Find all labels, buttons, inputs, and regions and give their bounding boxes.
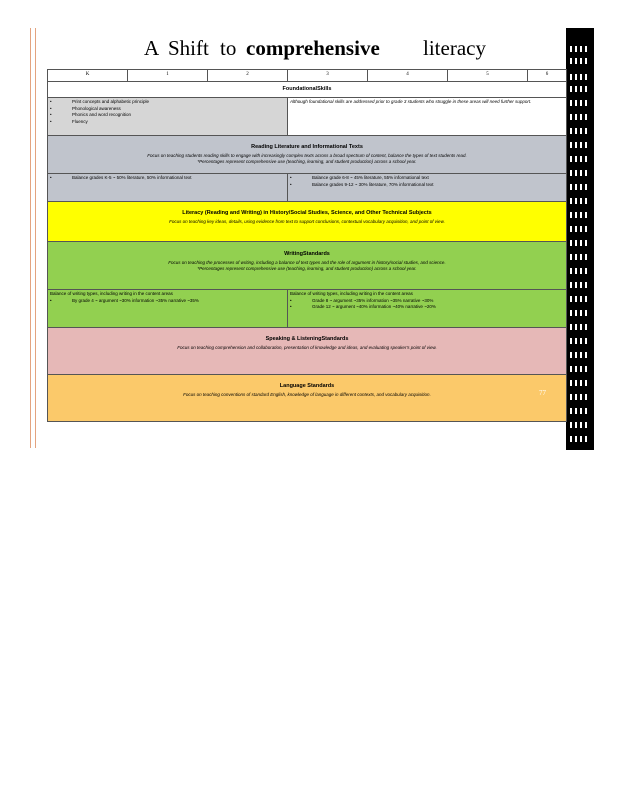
language-description: Focus on teaching conventions of standard English, knowledge of language in different contexts, and vocabulary acquisition. — [183, 392, 431, 397]
reading-balance-left — [48, 174, 287, 183]
foundational-content-row — [48, 98, 567, 136]
foundational-heading-row — [48, 82, 567, 98]
speaking-heading: Speaking & ListeningStandards — [265, 336, 349, 342]
writing-balance-heading: Balance of writing types, including writing in the content areas — [50, 291, 173, 296]
writing-balance-right — [288, 290, 566, 312]
title-word: A — [144, 36, 160, 60]
description-line: Focus on teaching students reading skills to engage with increasingly complex texts across a broad spectrum of content, balance the types of text students read. — [147, 153, 467, 158]
reading-balance-right — [288, 174, 566, 189]
grade-label: 6 — [528, 70, 567, 82]
list-item: • Grade 12 ~ argument ~40% information ~40% narrative ~20% — [290, 304, 564, 311]
foundational-skills-list — [48, 98, 287, 126]
writing-band — [48, 242, 567, 290]
list-item: • Balance grades 9-12 ~ 30% literature, 70% informational text — [290, 182, 564, 189]
list-item: • Print concepts and alphabetic principle — [50, 99, 285, 106]
literacy-standards-table — [47, 69, 567, 422]
margin-rule — [35, 28, 36, 448]
grade-label: 3 — [288, 70, 368, 82]
grade-label: 4 — [368, 70, 448, 82]
margin-rule — [30, 28, 31, 448]
list-item: • Phonological awareness — [50, 106, 285, 113]
grade-label: 2 — [208, 70, 288, 82]
title-word: comprehensive — [246, 36, 380, 60]
language-heading: Language Standards — [279, 383, 335, 389]
description-line: *Percentages represent comprehensive use (teaching, learning, and student production) across a school year. — [197, 266, 417, 272]
list-item: • Balance grades K-5 ~ 50% literature, 50% informational text — [50, 175, 285, 182]
grade-header-row — [48, 70, 567, 82]
description-line: *Percentages represent comprehensive use (teaching, learning, and student production) across a school year. — [197, 159, 417, 165]
page-title — [48, 36, 564, 66]
grade-label: 1 — [128, 70, 208, 82]
page-edge-bar — [566, 28, 594, 450]
list-item: • Phonics and word recognition — [50, 112, 285, 119]
title-word: to — [220, 36, 237, 60]
grade-label: 5 — [448, 70, 528, 82]
list-item: • Balance grade 6-8 ~ 45% literature, 55% informational text — [290, 175, 564, 182]
speaking-description: Focus on teaching comprehension and collaboration, presentation of knowledge and ideas, and evaluating speaker's point of view. — [177, 345, 437, 350]
foundational-note: Although foundational skills are addressed prior to grade 3 students who struggle in these areas will need further support. — [290, 99, 532, 104]
description-line: Focus on teaching the processes of writing, including a balance of text types and the role of argument in history/social studies, and science. — [168, 260, 446, 265]
foundational-heading: FoundationalSkills — [282, 86, 332, 92]
reading-band — [48, 136, 567, 174]
literacy-heading: Literacy (Reading and Writing) in History/Social Studies, Science, and Other Technical Subjects — [182, 210, 432, 216]
writing-heading: WritingStandards — [284, 251, 330, 257]
writing-balance-row — [48, 290, 567, 328]
reading-heading: Reading Literature and Informational Texts — [251, 144, 363, 150]
speaking-band — [48, 328, 567, 375]
writing-description — [48, 260, 566, 272]
language-band — [48, 375, 567, 422]
reading-description — [48, 153, 566, 165]
title-word: literacy — [423, 36, 486, 60]
title-word: Shift — [168, 36, 209, 60]
page-number: 77 — [539, 389, 546, 397]
list-item: • By grade 4 ~ argument ~30% information ~35% narrative ~35% — [50, 298, 285, 305]
writing-balance-left — [48, 290, 287, 305]
literacy-description: Focus on teaching key ideas, details, using evidence from text to support conclusions, contextual vocabulary acquisition, and point of view. — [169, 219, 445, 224]
list-item: • Grade 8 ~ argument ~35% information ~35% narrative ~30% — [290, 298, 564, 305]
writing-balance-heading: Balance of writing types, including writing in the content areas — [290, 291, 413, 296]
list-item: • Fluency — [50, 119, 285, 126]
reading-balance-row — [48, 174, 567, 202]
grade-label: K — [48, 70, 128, 82]
literacy-band — [48, 202, 567, 242]
